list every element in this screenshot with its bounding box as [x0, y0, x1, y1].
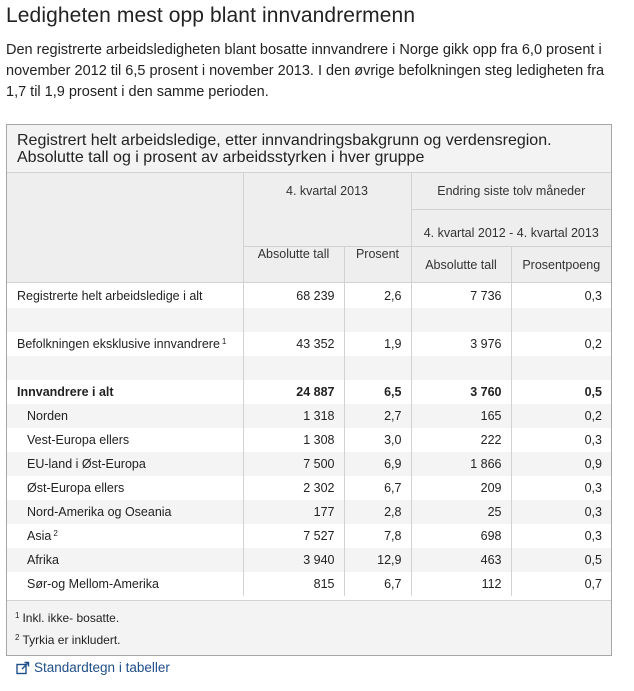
table-row — [7, 476, 611, 500]
cell-pct: 1,9 — [344, 332, 411, 356]
row-label: Asia — [27, 529, 52, 543]
table-row — [7, 548, 611, 572]
cell-change-pp: 0,3 — [511, 476, 611, 500]
table-row — [7, 452, 611, 476]
table-row — [7, 500, 611, 524]
header-change-period: 4. kvartal 2012 - 4. kvartal 2013 — [411, 210, 611, 247]
row-label: Vest-Europa ellers — [27, 433, 130, 447]
table-row — [7, 283, 611, 309]
statistics-table-box — [6, 124, 612, 656]
cell-change-pp: 0,3 — [511, 524, 611, 548]
standard-symbols-link[interactable] — [16, 660, 170, 675]
cell-change-abs: 3 760 — [411, 380, 511, 404]
cell-pct: 2,8 — [344, 500, 411, 524]
cell-pct: 6,5 — [344, 380, 411, 404]
header-change: Endring siste tolv måneder — [411, 173, 611, 210]
header-col-abs: Absolutte tall — [243, 247, 344, 283]
cell-abs: 1 318 — [243, 404, 344, 428]
row-label: Sør-og Mellom-Amerika — [27, 577, 159, 591]
cell-pct: 6,7 — [344, 476, 411, 500]
table-row — [7, 428, 611, 452]
cell-abs: 3 940 — [243, 548, 344, 572]
spacer-row — [7, 308, 611, 332]
cell-change-pp: 0,2 — [511, 332, 611, 356]
cell-pct: 3,0 — [344, 428, 411, 452]
row-label: Afrika — [27, 553, 59, 567]
caption-line-2: Absolutte tall og i prosent av arbeidsstyrken i hver gruppe — [17, 149, 425, 166]
intro-paragraph: Den registrerte arbeidsledigheten blant bosatte innvandrere i Norge gikk opp fra 6,0 prosent i november 2012 til 6,5 prosent i november 2013. I den øvrige befolkningen steg ledigheten fra 1,7 til 1,9 prosent i den samme perioden. — [6, 42, 605, 100]
cell-abs: 177 — [243, 500, 344, 524]
cell-abs: 7 527 — [243, 524, 344, 548]
row-label: Innvandrere i alt — [17, 385, 114, 399]
cell-change-pp: 0,3 — [511, 283, 611, 309]
table-row — [7, 404, 611, 428]
cell-change-abs: 698 — [411, 524, 511, 548]
cell-change-pp: 0,3 — [511, 500, 611, 524]
statistics-table — [7, 173, 611, 596]
cell-pct: 2,7 — [344, 404, 411, 428]
table-row — [7, 380, 611, 404]
cell-pct: 6,7 — [344, 572, 411, 596]
cell-abs: 815 — [243, 572, 344, 596]
cell-change-pp: 0,9 — [511, 452, 611, 476]
table-row — [7, 332, 611, 356]
footnote-1 — [15, 606, 603, 628]
cell-change-abs: 165 — [411, 404, 511, 428]
cell-abs: 2 302 — [243, 476, 344, 500]
header-col-pct: Prosent — [344, 247, 411, 283]
cell-change-abs: 1 866 — [411, 452, 511, 476]
cell-change-pp: 0,5 — [511, 548, 611, 572]
cell-change-abs: 112 — [411, 572, 511, 596]
header-col-change-abs: Absolutte tall — [411, 247, 511, 283]
cell-abs: 68 239 — [243, 283, 344, 309]
cell-pct: 7,8 — [344, 524, 411, 548]
cell-change-pp: 0,5 — [511, 380, 611, 404]
row-label: Norden — [27, 409, 68, 423]
cell-pct: 2,6 — [344, 283, 411, 309]
row-label: Registrerte helt arbeidsledige i alt — [17, 288, 203, 303]
cell-change-abs: 463 — [411, 548, 511, 572]
cell-change-pp: 0,7 — [511, 572, 611, 596]
table-row — [7, 572, 611, 596]
table-row — [7, 524, 611, 548]
header-corner — [7, 173, 243, 283]
footnote-mark: 2 — [15, 633, 20, 642]
footnote-text: Inkl. ikke- bosatte. — [22, 611, 120, 625]
cell-change-abs: 3 976 — [411, 332, 511, 356]
cell-pct: 12,9 — [344, 548, 411, 572]
cell-abs: 7 500 — [243, 452, 344, 476]
cell-abs: 1 308 — [243, 428, 344, 452]
footnote-ref: 2 — [53, 529, 58, 538]
cell-abs: 43 352 — [243, 332, 344, 356]
cell-change-abs: 209 — [411, 476, 511, 500]
footnote-2 — [15, 628, 603, 650]
row-label: Øst-Europa ellers — [27, 481, 125, 495]
header-period: 4. kvartal 2013 — [243, 173, 411, 247]
cell-change-abs: 25 — [411, 500, 511, 524]
cell-change-pp: 0,2 — [511, 404, 611, 428]
link-label[interactable]: Standardtegn i tabeller — [34, 660, 170, 675]
row-label: EU-land i Øst-Europa — [27, 457, 146, 471]
cell-change-abs: 222 — [411, 428, 511, 452]
page-title: Ledigheten mest opp blant innvandrermenn — [6, 4, 416, 27]
table-caption — [7, 125, 611, 173]
row-label: Befolkningen eksklusive innvandrere — [17, 337, 220, 351]
footnote-text: Tyrkia er inkludert. — [22, 633, 121, 647]
table-footnotes — [7, 600, 611, 655]
cell-change-pp: 0,3 — [511, 428, 611, 452]
footnote-ref: 1 — [221, 337, 227, 346]
external-link-icon — [16, 661, 30, 675]
header-col-change-pp: Prosentpoeng — [511, 247, 611, 283]
spacer-row — [7, 356, 611, 380]
cell-pct: 6,9 — [344, 452, 411, 476]
cell-change-abs: 7 736 — [411, 283, 511, 309]
caption-line-1: Registrert helt arbeidsledige, etter innvandringsbakgrunn og verdensregion. — [17, 132, 552, 149]
cell-abs: 24 887 — [243, 380, 344, 404]
row-label: Nord-Amerika og Oseania — [27, 505, 172, 519]
footnote-mark: 1 — [15, 611, 20, 620]
